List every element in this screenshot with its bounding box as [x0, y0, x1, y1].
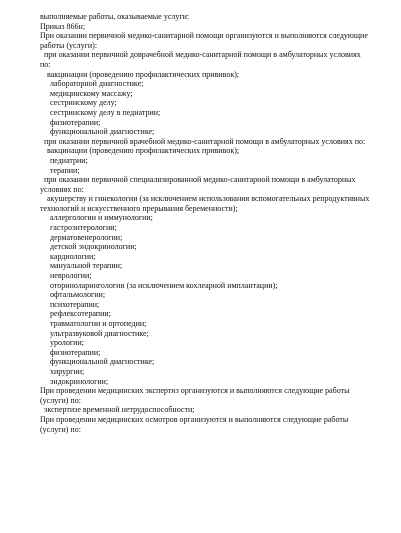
- text-line: психотерапии;: [50, 299, 100, 309]
- text-line: физиотерапии;: [50, 117, 101, 127]
- text-line: ультразвуковой диагностике;: [50, 328, 149, 338]
- text-line: При проведении медицинских осмотров организуются и выполняются следующие работы: [40, 414, 349, 424]
- text-line: сестринскому делу в педиатрии;: [50, 107, 161, 117]
- text-line: эндокринологии;: [50, 376, 109, 386]
- text-line: работы (услуги):: [40, 40, 98, 50]
- text-line: мануальной терапии;: [50, 261, 123, 271]
- text-line: При оказании первичной медико-санитарной помощи организуются и выполняются следующие: [40, 31, 368, 41]
- text-line: хирургии;: [50, 366, 85, 376]
- text-line: выполняемые работы, оказываемые услуги:: [40, 12, 190, 21]
- text-line: терапии;: [50, 165, 80, 175]
- text-line: (услуги) по:: [40, 424, 81, 434]
- text-line: урологии;: [50, 338, 84, 348]
- text-line: неврологии;: [50, 271, 92, 281]
- text-line: При проведении медицинских экспертиз организуются и выполняются следующие работы: [40, 386, 350, 396]
- text-line: лабораторной диагностике;: [50, 79, 144, 89]
- text-line: педиатрии;: [50, 155, 88, 165]
- text-line: гастроэнтерологии;: [50, 223, 117, 233]
- text-line: функциональной диагностике;: [50, 357, 155, 367]
- text-line: при оказании первичной врачебной медико-санитарной помощи в амбулаторных условиях по:: [44, 136, 366, 146]
- text-line: Приказ 866н;: [40, 21, 86, 31]
- text-line: при оказании первичной специализированной медико-санитарной помощи в амбулаторных: [44, 175, 356, 185]
- text-line: функциональной диагностике;: [50, 127, 155, 137]
- text-line: технологий и искусственного прерывания беременности);: [40, 203, 238, 213]
- text-line: детской эндокринологии;: [50, 242, 137, 252]
- text-line: аллергологии и иммунологии;: [50, 213, 153, 223]
- text-line: условиях по:: [40, 184, 84, 194]
- document-text: [40, 12, 392, 434]
- text-line: (услуги) по:: [40, 395, 81, 405]
- text-line: вакцинации (проведению профилактических прививок);: [47, 146, 240, 156]
- text-line: по:: [40, 59, 51, 69]
- text-line: травматологии и ортопедии;: [50, 319, 147, 328]
- text-line: рефлексотерапии;: [50, 309, 111, 319]
- text-line: кардиологии;: [50, 251, 96, 261]
- text-line: экспертизе временной нетрудоспособности;: [44, 405, 195, 415]
- text-line: акушерству и гинекологии (за исключением использования вспомогательных репродуктивных: [47, 194, 370, 204]
- text-line: при оказании первичной доврачебной медико-санитарной помощи в амбулаторных условиях: [44, 50, 361, 60]
- text-line: дерматовенерологии;: [50, 232, 123, 242]
- text-line: вакцинации (проведению профилактических прививок);: [47, 69, 240, 79]
- text-line: оториноларингологии (за исключением кохлеарной имплантации);: [50, 280, 278, 290]
- text-line: сестринскому делу;: [50, 98, 117, 108]
- text-line: физиотерапии;: [50, 347, 101, 357]
- text-line: медицинскому массажу;: [50, 88, 133, 98]
- text-line: офтальмологии;: [50, 290, 106, 300]
